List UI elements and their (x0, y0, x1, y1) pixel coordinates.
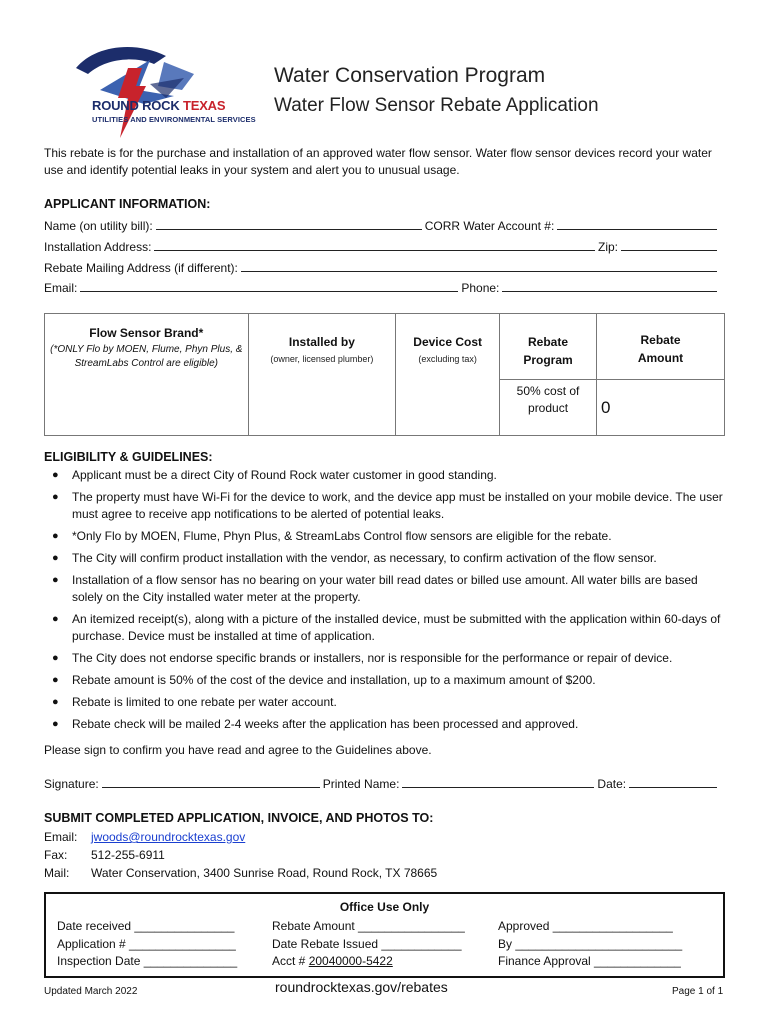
email-field[interactable] (80, 282, 458, 292)
bullet-icon: ● (52, 613, 59, 625)
installed-header: Installed by (288, 335, 355, 349)
date-received: Date received _______________ (57, 919, 235, 933)
bullet-icon: ● (52, 652, 59, 664)
name-field[interactable] (156, 220, 422, 230)
inspection-date: Inspection Date ______________ (57, 954, 238, 968)
list-item: ● The City does not endorse specific brands or installers, nor is responsible for the performance or repair of device. (52, 651, 673, 665)
amount-header-cell (597, 314, 725, 380)
date-field[interactable] (629, 778, 717, 788)
installed-header-cell (248, 314, 396, 436)
office-col-3 (498, 918, 682, 971)
mail-value: Water Conservation, 3400 Sunrise Road, Round Rock, TX 78665 (91, 866, 438, 880)
acct-number-value: 20040000-5422 (308, 954, 393, 968)
account-label: CORR Water Account #: (424, 219, 555, 233)
signature-label: Signature: (44, 777, 99, 791)
submit-contacts (44, 828, 437, 882)
cost-note: (excluding tax) (418, 354, 477, 364)
list-item: ● *Only Flo by MOEN, Flume, Phyn Plus, & StreamLabs Control flow sensors are eligible for the rebate. (52, 529, 612, 543)
signature-field[interactable] (102, 778, 320, 788)
submit-email-row (44, 828, 437, 846)
bullet-icon: ● (52, 696, 59, 708)
email-label: Email: (44, 281, 78, 295)
zip-label: Zip: (597, 240, 618, 254)
program-value-cell (500, 380, 597, 436)
brand-input[interactable] (45, 371, 248, 431)
list-item: ● The City will confirm product installation with the vendor, as necessary, to confirm activation of the flow sensor. (52, 551, 657, 565)
list-item: ● An itemized receipt(s), along with a picture of the installed device, must be submitted with the application within 60-days of purchase. Device must be installed at time of application. (52, 612, 721, 643)
office-col-2 (272, 918, 465, 971)
footer-page: Page 1 of 1 (672, 986, 724, 997)
logo-subtitle: UTILITIES AND ENVIRONMENTAL SERVICES (92, 115, 256, 124)
brand-note: (*ONLY Flo by MOEN, Flume, Phyn Plus, & StreamLabs Control are eligible) (50, 344, 243, 369)
page-subtitle: Water Flow Sensor Rebate Application (274, 95, 599, 116)
bullet-icon: ● (52, 530, 59, 542)
brand-header: Flow Sensor Brand* (89, 326, 204, 340)
zip-field[interactable] (621, 241, 717, 251)
submit-fax-row (44, 846, 437, 864)
name-label: Name (on utility bill): (44, 219, 153, 233)
address-label: Installation Address: (44, 240, 152, 254)
rebate-amount-value[interactable]: 0 (597, 380, 725, 436)
product-table (44, 313, 725, 436)
address-field[interactable] (154, 241, 595, 251)
page-title: Water Conservation Program (274, 64, 546, 87)
approved-by: By _________________________ (498, 936, 683, 951)
fax-value: 512-255-6911 (91, 848, 165, 862)
bullet-icon: ● (52, 491, 59, 503)
acct-number: Acct # 20040000-5422 (272, 954, 393, 968)
bullet-icon: ● (52, 469, 59, 481)
finance-approval: Finance Approval _____________ (498, 954, 681, 968)
logo-state: TEXAS (182, 98, 226, 113)
bullet-icon: ● (52, 574, 59, 586)
applicant-heading: APPLICANT INFORMATION: (44, 197, 211, 211)
mailing-label: Rebate Mailing Address (if different): (44, 261, 238, 275)
application-number: Application # ________________ (57, 936, 236, 951)
email-phone-row (44, 281, 720, 295)
bullet-icon: ● (52, 674, 59, 686)
list-item: ● Rebate is limited to one rebate per water account. (52, 695, 337, 709)
list-item: ● Rebate amount is 50% of the cost of the device and installation, up to a maximum amount of $200. (52, 673, 596, 687)
brand-header-cell (45, 314, 249, 436)
list-item: ● Rebate check will be mailed 2-4 weeks after the application has been processed and approved. (52, 717, 579, 731)
list-item: ● Installation of a flow sensor has no bearing on your water bill read dates or billed use amount. All water bills are based solely on the City installed water meter at the property. (52, 573, 698, 604)
list-item: ● The property must have Wi-Fi for the device to work, and the device app must be installed on your mobile device. The user must agree to receive app notifications to be alerted of potential leaks. (52, 490, 723, 521)
logo-city: ROUND ROCK (92, 98, 180, 113)
office-use-title: Office Use Only (339, 900, 430, 914)
cost-header: Device Cost (413, 335, 482, 349)
phone-field[interactable] (502, 282, 717, 292)
printed-name-field[interactable] (402, 778, 594, 788)
program-header-cell (500, 314, 597, 380)
approved: Approved __________________ (498, 919, 673, 933)
office-use-box (44, 892, 725, 978)
email-link[interactable]: jwoods@roundrocktexas.gov (91, 830, 246, 844)
address-row (44, 240, 720, 254)
bullet-icon: ● (52, 718, 59, 730)
installed-note: (owner, licensed plumber) (270, 354, 374, 364)
fax-key: Fax: (44, 848, 68, 862)
account-field[interactable] (557, 220, 717, 230)
mail-key: Mail: (44, 866, 70, 880)
footer-updated: Updated March 2022 (44, 986, 138, 997)
list-item: ● Applicant must be a direct City of Round Rock water customer in good standing. (52, 468, 497, 482)
phone-label: Phone: (461, 281, 500, 295)
amount-header: Rebate Amount (637, 333, 684, 365)
eligibility-list (52, 467, 724, 738)
name-account-row (44, 219, 720, 233)
mailing-row (44, 261, 720, 275)
intro-text: This rebate is for the purchase and installation of an approved water flow sensor. Water flow sensor devices record your water use and identify potential leaks in your system and alert you to unusual usage. (44, 146, 712, 177)
mailing-field[interactable] (241, 262, 717, 272)
logo-wordmark (92, 98, 225, 113)
submit-mail-row (44, 864, 437, 882)
date-rebate-issued: Date Rebate Issued ____________ (272, 936, 462, 951)
confirm-text: Please sign to confirm you have read and agree to the Guidelines above. (44, 743, 432, 757)
office-rebate-amount: Rebate Amount ________________ (272, 919, 465, 933)
program-value: 50% cost of product (516, 384, 580, 415)
signature-row (44, 777, 720, 791)
program-header: Rebate Program (523, 335, 573, 367)
eligibility-heading: ELIGIBILITY & GUIDELINES: (44, 450, 213, 464)
date-label: Date: (597, 777, 627, 791)
cost-header-cell (396, 314, 500, 436)
bullet-icon: ● (52, 552, 59, 564)
printed-name-label: Printed Name: (322, 777, 400, 791)
office-col-1 (57, 918, 237, 971)
submit-heading: SUBMIT COMPLETED APPLICATION, INVOICE, AND PHOTOS TO: (44, 811, 434, 825)
email-key: Email: (44, 830, 78, 844)
footer-url: roundrocktexas.gov/rebates (275, 979, 448, 995)
